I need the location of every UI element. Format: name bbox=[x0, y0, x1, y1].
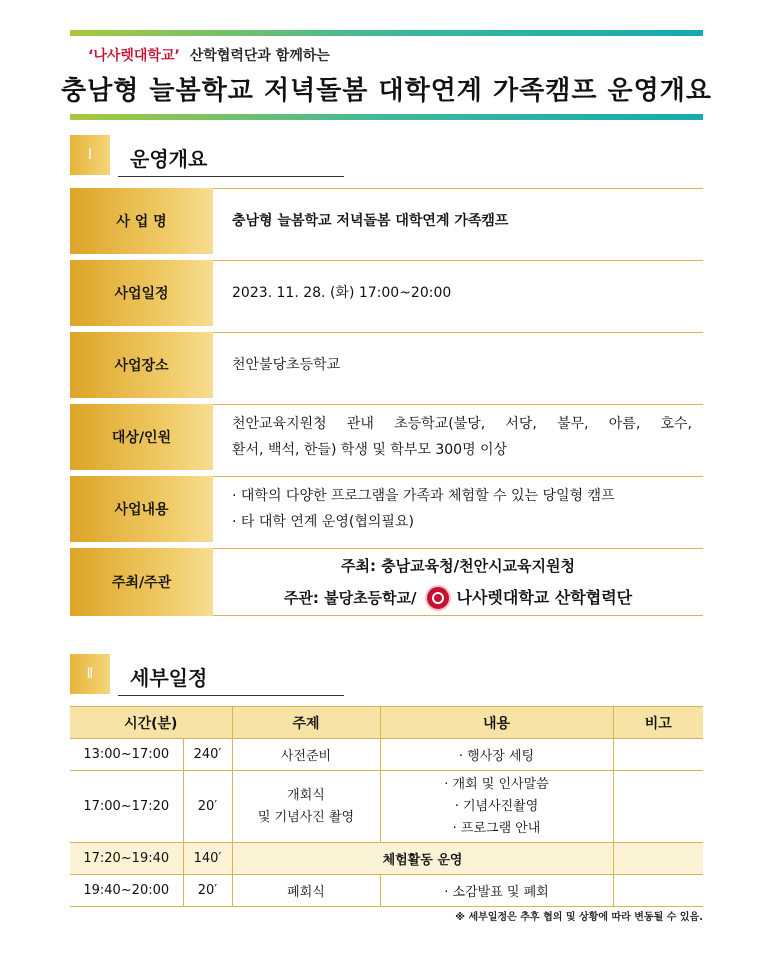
header-bottom-bar bbox=[70, 114, 703, 120]
section-1-number: Ⅰ bbox=[70, 135, 110, 175]
overview-label: 주최/주관 bbox=[70, 548, 213, 616]
overview-place-value: 천안불당초등학교 bbox=[232, 357, 341, 373]
overview-target-line-2: 환서, 백석, 한들) 학생 및 학부모 300명 이상 bbox=[232, 442, 508, 458]
schedule-table bbox=[70, 706, 703, 907]
row-topic: 폐회식 bbox=[232, 875, 380, 907]
row-merged-content: 체험활동 운영 bbox=[232, 843, 613, 875]
schedule-footnote: ※ 세부일정은 추후 협의 및 상황에 따라 변동될 수 있음. bbox=[455, 912, 703, 923]
row-minutes: 140′ bbox=[183, 843, 232, 875]
overview-value bbox=[232, 188, 692, 254]
row-topic: 사전준비 bbox=[232, 739, 380, 771]
table-row bbox=[70, 771, 703, 843]
overview-value bbox=[232, 332, 692, 398]
overview-content-line-1: · 대학의 다양한 프로그램을 가족과 체험할 수 있는 당일형 캠프 bbox=[232, 488, 615, 504]
overview-label: 대상/인원 bbox=[70, 404, 213, 470]
header-content: 내용 bbox=[380, 707, 613, 739]
row-content-line: · 프로그램 안내 bbox=[452, 820, 541, 836]
overview-row-target bbox=[70, 404, 703, 470]
row-content-line: · 개회 및 인사말씀 bbox=[444, 776, 549, 792]
row-content-line: · 기념사진촬영 bbox=[454, 798, 539, 814]
section-1-title: 운영개요 bbox=[130, 147, 208, 171]
header-subtitle bbox=[88, 45, 330, 65]
row-topic-line: 및 기념사진 촬영 bbox=[257, 809, 355, 825]
schedule-header-row bbox=[70, 707, 703, 739]
row-topic-line: 개회식 bbox=[287, 787, 325, 803]
overview-host-value bbox=[213, 548, 703, 616]
row-time: 17:00~17:20 bbox=[70, 771, 183, 843]
overview-name-value: 충남형 늘봄학교 저녁돌봄 대학연계 가족캠프 bbox=[232, 213, 509, 229]
overview-label: 사업내용 bbox=[70, 476, 213, 542]
overview-label: 사업장소 bbox=[70, 332, 213, 398]
row-time: 13:00~17:00 bbox=[70, 739, 183, 771]
host-line-2-text: 주관: 불당초등학교/ bbox=[283, 589, 417, 607]
overview-content-line-2: · 타 대학 연계 운영(협의필요) bbox=[232, 514, 414, 530]
overview-row-place bbox=[70, 332, 703, 398]
row-content bbox=[380, 771, 613, 843]
overview-value bbox=[232, 404, 692, 470]
section-2-title: 세부일정 bbox=[130, 666, 208, 690]
overview-row-schedule bbox=[70, 260, 703, 326]
university-logo-text: 나사렛대학교 산학협력단 bbox=[456, 588, 633, 607]
header-top-bar bbox=[70, 30, 703, 36]
overview-label: 사업일정 bbox=[70, 260, 213, 326]
overview-label: 사 업 명 bbox=[70, 188, 213, 254]
row-minutes: 20′ bbox=[183, 771, 232, 843]
overview-schedule-value: 2023. 11. 28. (화) 17:00~20:00 bbox=[232, 285, 452, 301]
table-row bbox=[70, 739, 703, 771]
overview-target-line-1: 천안교육지원청 관내 초등학교(불당, 서당, 불무, 아름, 호수, bbox=[232, 416, 692, 432]
emblem-inner bbox=[432, 592, 444, 604]
header-brand: ‘나사렛대학교’ bbox=[88, 48, 180, 64]
header-topic: 주제 bbox=[232, 707, 380, 739]
overview-row-host bbox=[70, 548, 703, 616]
overview-value bbox=[232, 260, 692, 326]
page-title: 충남형 늘봄학교 저녁돌봄 대학연계 가족캠프 운영개요 bbox=[61, 76, 712, 106]
overview-value bbox=[232, 476, 692, 542]
row-topic bbox=[232, 771, 380, 843]
section-2-underline bbox=[118, 695, 344, 696]
header-subtitle-text: 산학협력단과 함께하는 bbox=[189, 48, 330, 64]
row-minutes: 20′ bbox=[183, 875, 232, 907]
section-2-number: Ⅱ bbox=[70, 654, 110, 694]
header-time: 시간(분) bbox=[70, 707, 232, 739]
row-minutes: 240′ bbox=[183, 739, 232, 771]
row-note bbox=[613, 771, 703, 843]
row-note bbox=[613, 843, 703, 875]
overview-row-name bbox=[70, 188, 703, 254]
section-1-underline bbox=[118, 176, 344, 177]
university-emblem-icon bbox=[425, 585, 451, 611]
overview-row-content bbox=[70, 476, 703, 542]
row-note bbox=[613, 739, 703, 771]
row-time: 17:20~19:40 bbox=[70, 843, 183, 875]
table-row bbox=[70, 875, 703, 907]
host-line-2 bbox=[284, 582, 632, 614]
row-content: · 행사장 세팅 bbox=[380, 739, 613, 771]
table-row bbox=[70, 843, 703, 875]
host-line-1: 주최: 충남교육청/천안시교육지원청 bbox=[340, 557, 576, 575]
row-content: · 소감발표 및 폐회 bbox=[380, 875, 613, 907]
header-note: 비고 bbox=[613, 707, 703, 739]
row-time: 19:40~20:00 bbox=[70, 875, 183, 907]
row-note bbox=[613, 875, 703, 907]
